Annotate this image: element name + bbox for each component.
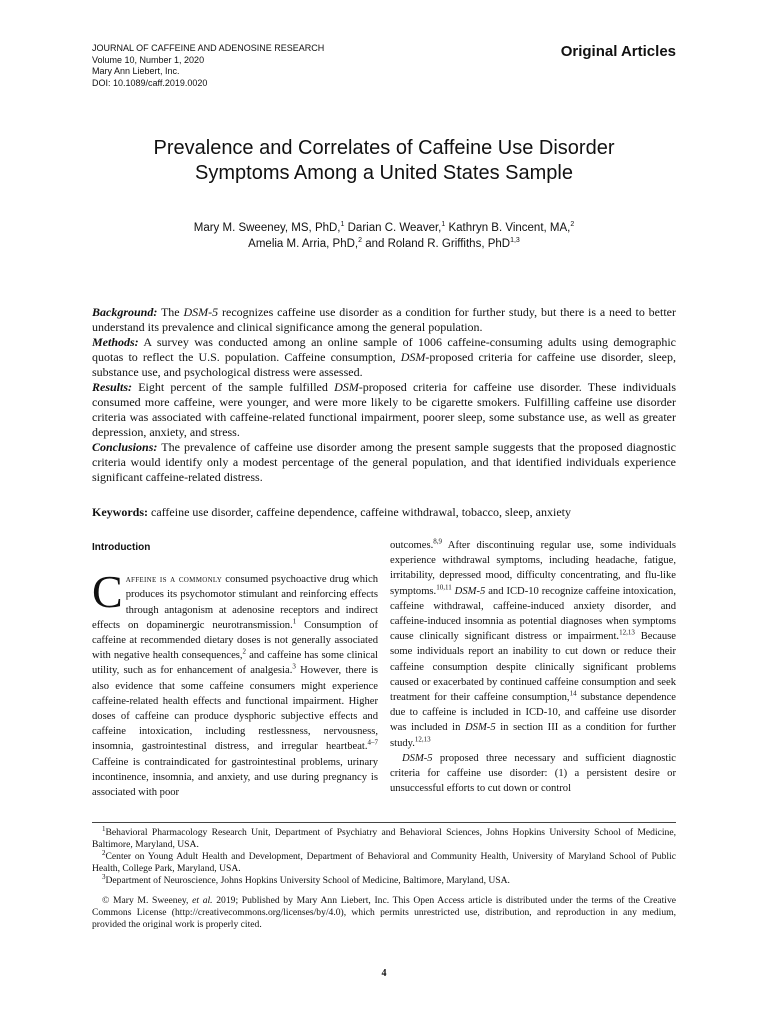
intro-smallcaps: affeine is a commonly bbox=[125, 574, 223, 586]
copyright-text: 2019; Published by Mary Ann Liebert, Inc. This Open Access article is distributed under the terms of the Creative Commons License (http://creativecommons.org/licenses/by/4.0), which permits unrestricted use, distribution, and reproduction in any medium, provided the original work is properly cited. bbox=[92, 895, 677, 930]
abstract-text: DSM-5 bbox=[183, 305, 219, 319]
citation[interactable]: 8,9 bbox=[433, 537, 442, 546]
footnote-mark: 1 bbox=[102, 824, 106, 833]
citation[interactable]: 10,11 bbox=[436, 583, 452, 592]
journal-doi[interactable]: DOI: 10.1089/caff.2019.0020 bbox=[92, 77, 208, 88]
keywords-text: caffeine use disorder, caffeine dependence, caffeine withdrawal, tobacco, sleep, anxiety bbox=[148, 505, 571, 519]
footnote-mark: 2 bbox=[102, 848, 106, 857]
results-label: Results: bbox=[92, 380, 133, 394]
author-affiliation: 1 bbox=[441, 221, 446, 229]
journal-header bbox=[92, 43, 324, 89]
intro-paragraph bbox=[92, 566, 379, 800]
footnote bbox=[92, 848, 676, 875]
body-text: consumed psychoactive drug which produces its psychomotor stimulant and reinforcing effects through antagonism at adenosine receptors and indirect effects on dopaminergic neurotransmission. bbox=[92, 574, 378, 631]
footnote bbox=[92, 824, 676, 851]
intro-paragraph-cont bbox=[390, 538, 676, 751]
author-list bbox=[92, 220, 676, 252]
citation[interactable]: 12,13 bbox=[619, 628, 635, 637]
citation[interactable]: 12,13 bbox=[414, 735, 431, 744]
author-affiliation: 2 bbox=[570, 221, 575, 229]
author-affiliation: 1,3 bbox=[510, 237, 520, 245]
title-line-1: Prevalence and Correlates of Caffeine Use Disorder bbox=[153, 137, 615, 159]
background-label: Background: bbox=[92, 305, 158, 319]
drop-cap: C bbox=[92, 566, 123, 618]
body-text: After discontinuing regular use, some individuals experience withdrawal symptoms, including headache, fatigue, irritability, depressed mood, difficulty concentrating, and flu-like symptoms. bbox=[390, 540, 676, 597]
right-column bbox=[390, 538, 676, 796]
abstract-text: DSM bbox=[400, 350, 426, 364]
citation[interactable]: 1 bbox=[292, 617, 297, 626]
section-heading: Introduction bbox=[92, 542, 151, 553]
affiliation-footnotes bbox=[92, 824, 676, 887]
author-name: Darian C. Weaver, bbox=[347, 222, 442, 234]
body-text: in section III as a condition for further study. bbox=[390, 722, 676, 749]
copyright-text: et al. bbox=[192, 895, 213, 906]
citation[interactable]: 3 bbox=[292, 662, 296, 671]
body-text: DSM-5 bbox=[402, 752, 433, 764]
journal-volume: Volume 10, Number 1, 2020 bbox=[92, 54, 205, 65]
citation[interactable]: 14 bbox=[569, 689, 577, 698]
page-number: 4 bbox=[381, 968, 387, 979]
footnote-divider bbox=[92, 822, 676, 823]
intro-paragraph-2 bbox=[390, 751, 676, 797]
copyright-text: © Mary M. Sweeney, bbox=[102, 895, 193, 906]
abstract bbox=[92, 305, 676, 485]
author-name: and Roland R. Griffiths, PhD bbox=[365, 238, 511, 250]
abstract-text: -proposed criteria for caffeine use disorder, sleep, substance use, and psychological distress were assessed. bbox=[92, 350, 676, 379]
body-text: and caffeine has some clinical utility, such as for enhancement of analgesia. bbox=[92, 650, 378, 677]
author-affiliation: 2 bbox=[358, 237, 362, 245]
abstract-conclusions bbox=[92, 440, 676, 485]
abstract-text: Eight percent of the sample fulfilled bbox=[132, 380, 335, 394]
abstract-background bbox=[92, 305, 676, 335]
footnote-text: Department of Neuroscience, Johns Hopkins University School of Medicine, Baltimore, Maryland, USA. bbox=[105, 875, 510, 886]
abstract-text: recognizes caffeine use disorder as a condition for further study, but there is a need to better understand its prevalence and clinical significance among the general population. bbox=[92, 305, 676, 334]
author-name: Kathryn B. Vincent, MA, bbox=[448, 222, 571, 234]
author-affiliation: 1 bbox=[340, 221, 345, 229]
body-text: DSM-5 bbox=[454, 585, 486, 597]
copyright-notice bbox=[92, 895, 676, 931]
footnote-mark: 3 bbox=[102, 872, 106, 881]
keywords bbox=[92, 505, 676, 520]
body-text: However, there is also evidence that some caffeine consumers might experience caffeine-related health effects and functional impairment. Higher doses of caffeine can produce dysphoric subjective effects and caffeine intoxication, including restlessness, nervousness, insomnia, gastrointestinal distress, and irregular heartbeat. bbox=[92, 665, 379, 753]
citation[interactable]: 4–7 bbox=[367, 738, 378, 747]
footnote-text: Behavioral Pharmacology Research Unit, Department of Psychiatry and Behavioral Sciences, Johns Hopkins University School of Medicine, Baltimore, Maryland, USA. bbox=[92, 827, 676, 850]
body-text: proposed three necessary and sufficient diagnostic criteria for caffeine use disorder: (1) a persistent desire or unsuccessful efforts to cut down or control bbox=[390, 752, 676, 795]
citation[interactable]: 2 bbox=[242, 647, 247, 656]
abstract-text: -proposed criteria for caffeine use disorder. These individuals consumed more caffeine, were younger, and were more likely to be cigarette smokers. Fulfilling caffeine use disorder criteria was associated with caffeine-related functional impairment, poorer sleep, some substance use, as well as greater depression, anxiety, and stress. bbox=[92, 380, 676, 439]
body-text: outcomes. bbox=[390, 540, 434, 551]
left-column bbox=[92, 538, 378, 800]
abstract-text: DSM bbox=[334, 380, 359, 394]
conclusions-label: Conclusions: bbox=[92, 440, 158, 454]
abstract-text: The bbox=[157, 305, 184, 319]
author-name: Amelia M. Arria, PhD, bbox=[248, 238, 359, 250]
keywords-label: Keywords: bbox=[92, 505, 148, 519]
journal-publisher: Mary Ann Liebert, Inc. bbox=[92, 66, 180, 76]
footnote bbox=[92, 872, 676, 887]
title-line-2: Symptoms Among a United States Sample bbox=[195, 162, 573, 184]
methods-label: Methods: bbox=[92, 335, 139, 349]
body-text: Consumption of caffeine at recommended dietary doses is not generally associated with negative health consequences, bbox=[92, 619, 378, 662]
abstract-methods bbox=[92, 335, 676, 380]
body-text: Caffeine is contraindicated for gastrointestinal problems, urinary incontinence, insomnia, and anxiety, and use during pregnancy is associated with poor bbox=[92, 756, 378, 799]
section-label: Original Articles bbox=[560, 43, 676, 60]
abstract-text: The prevalence of caffeine use disorder among the present sample suggests that the proposed diagnostic criteria would identify only a modest percentage of the general population, and that identified individuals experience significant caffeine-related distress. bbox=[92, 440, 676, 484]
journal-name: JOURNAL OF CAFFEINE AND ADENOSINE RESEARCH bbox=[92, 43, 325, 53]
author-name: Mary M. Sweeney, MS, PhD, bbox=[193, 222, 341, 234]
body-text: and ICD-10 recognize caffeine intoxication, caffeine withdrawal, caffeine-induced anxiety disorder, and caffeine-induced insomnia as potential diagnoses when symptoms cause clinically significant distress or impairment. bbox=[390, 585, 676, 643]
body-text: DSM-5 bbox=[465, 722, 496, 734]
abstract-text: A survey was conducted among an online sample of 1006 caffeine-consuming adults using demographic quotas to reflect the U.S. population. Caffeine consumption, bbox=[92, 335, 676, 364]
footnote-text: Center on Young Adult Health and Development, Department of Behavioral and Community Health, University of Maryland School of Public Health, College Park, Maryland, USA. bbox=[92, 851, 676, 874]
body-text: substance dependence due to caffeine is included in ICD-10, and caffeine use disorder was included in bbox=[390, 692, 676, 734]
article-title bbox=[92, 136, 676, 186]
abstract-results bbox=[92, 380, 676, 440]
body-text: Because some individuals report an inability to cut down or reduce their caffeine consumption despite clinically significant problems caused or exacerbated by continued caffeine consumption and seek treatment for their caffeine consumption, bbox=[390, 631, 676, 704]
